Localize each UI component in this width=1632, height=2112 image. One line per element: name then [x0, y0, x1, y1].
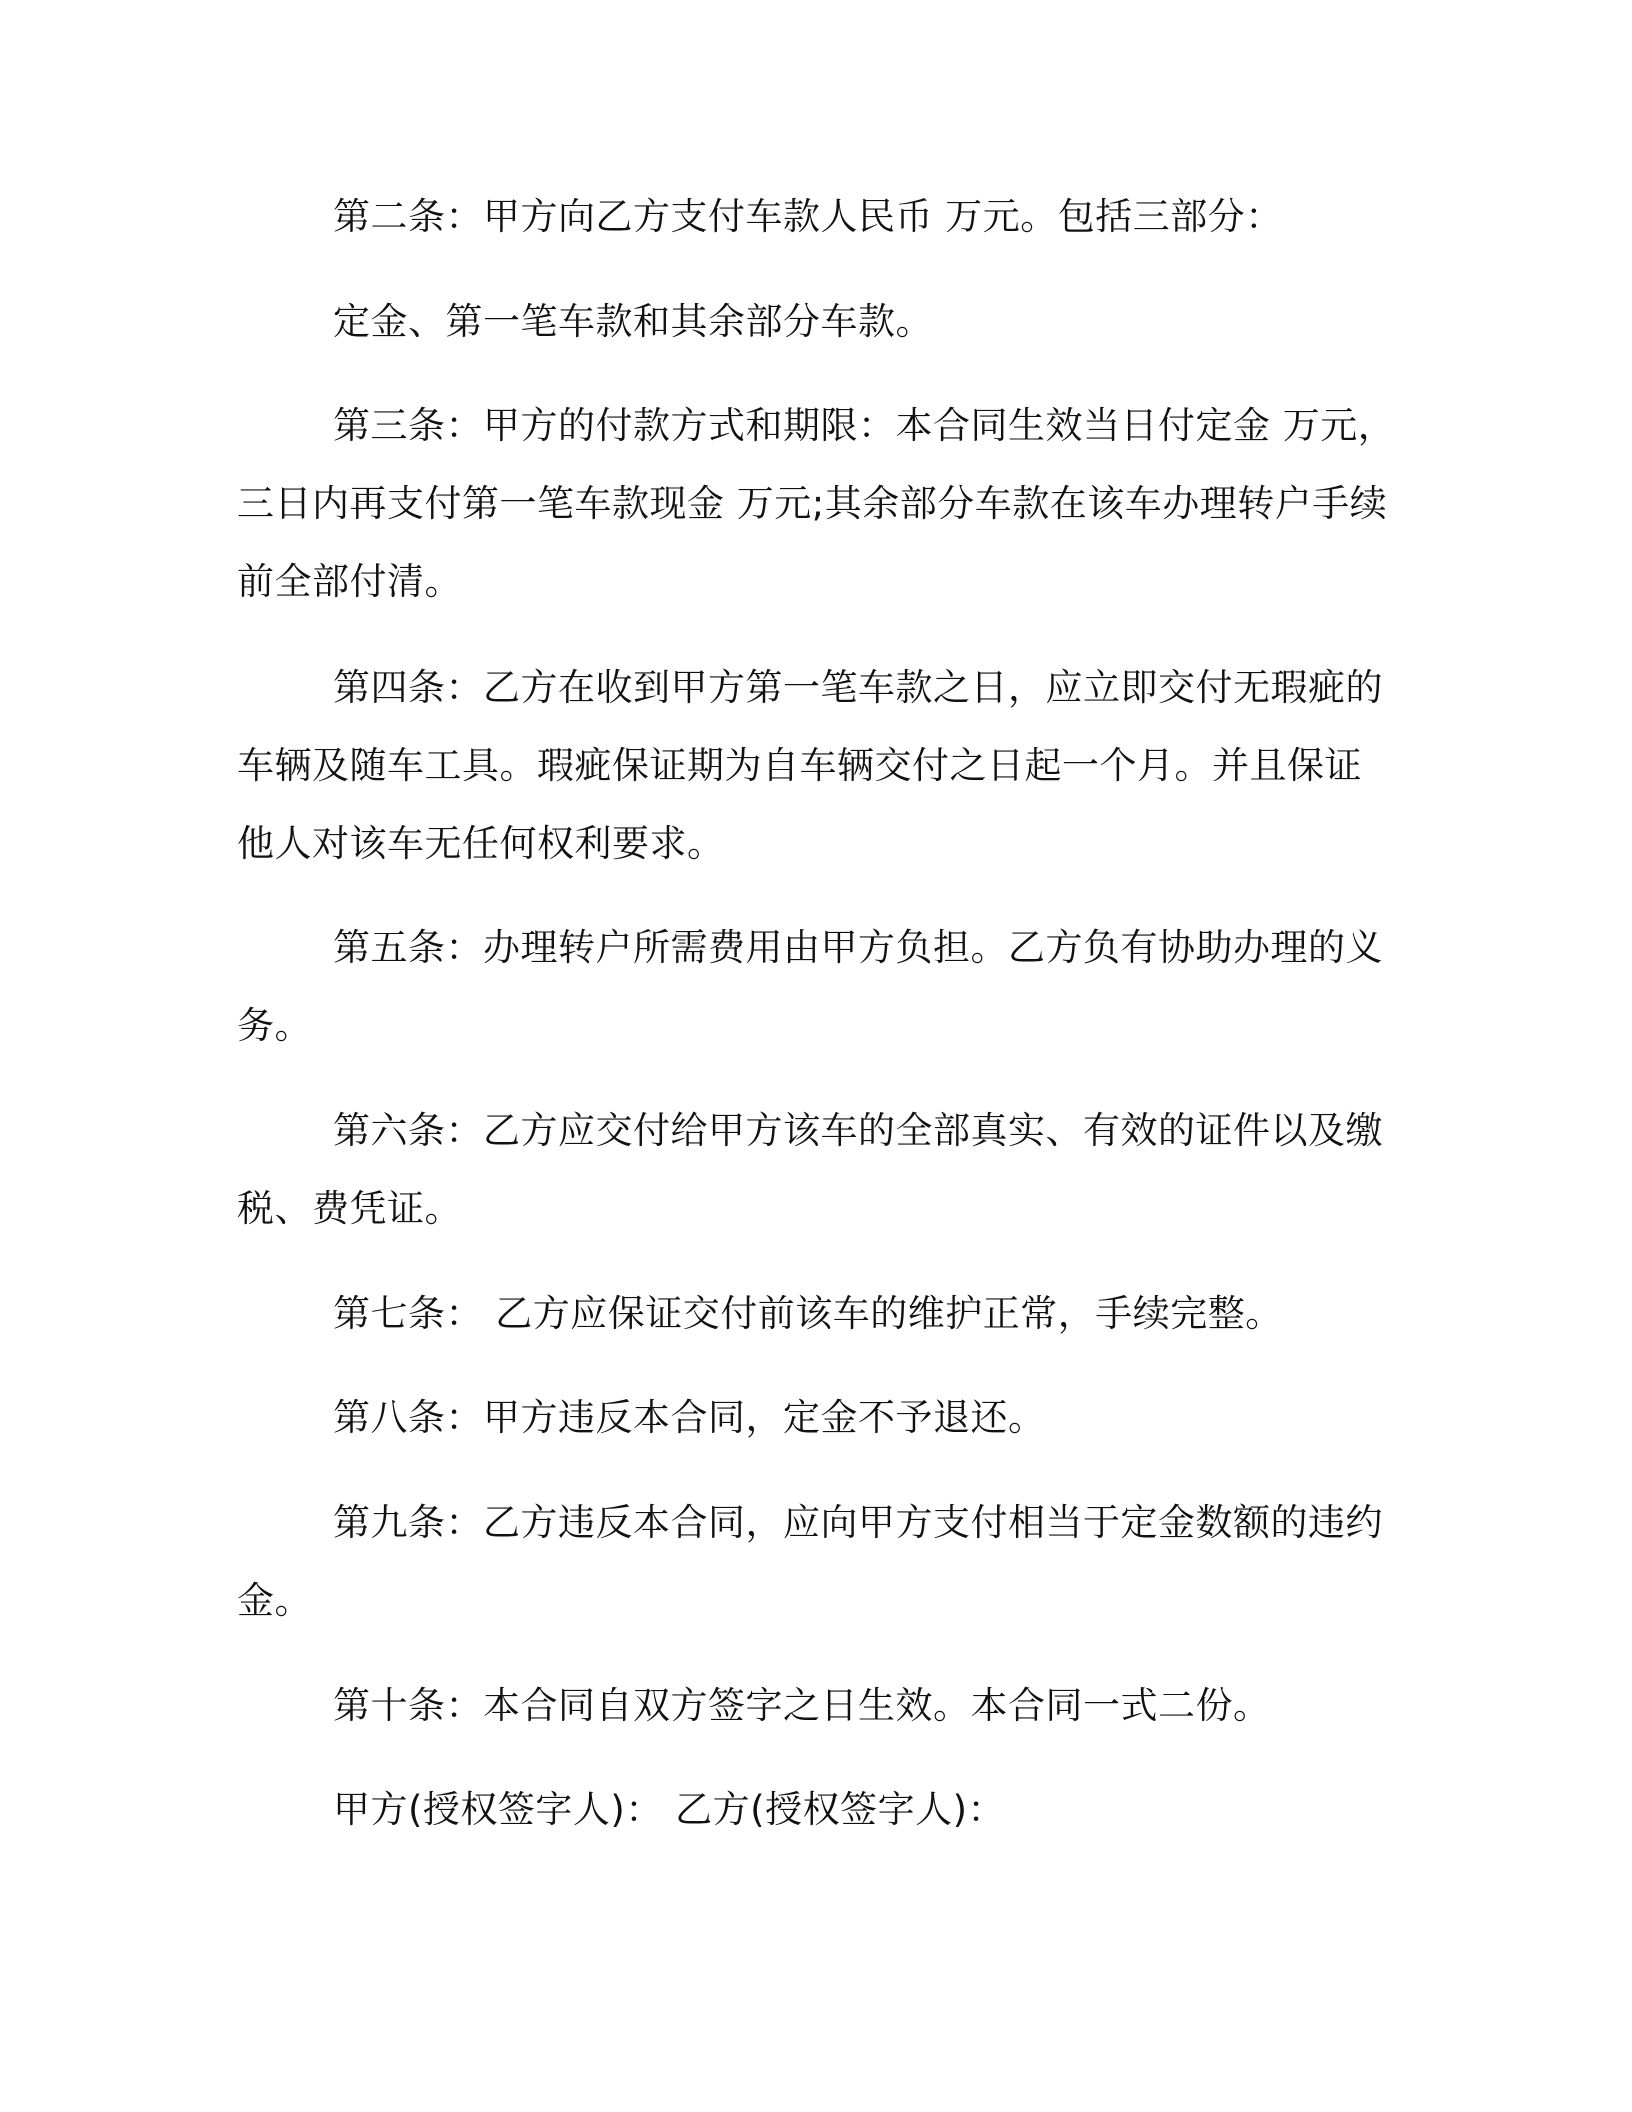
text-line: 前全部付清。	[237, 560, 462, 603]
article-5-paragraph	[237, 909, 1383, 1065]
article-2-paragraph	[237, 178, 1377, 256]
article-8-paragraph	[237, 1379, 1377, 1457]
article-4-paragraph	[237, 649, 1383, 883]
article-2-continuation	[237, 283, 1377, 361]
text-line: 他人对该车无任何权利要求。	[237, 822, 725, 865]
text-line: 务。	[237, 1004, 312, 1047]
text-line: 定金、第一笔车款和其余部分车款。	[333, 300, 933, 343]
text-line: 第二条：甲方向乙方支付车款人民币 万元。包括三部分：	[333, 195, 1283, 238]
text-line: 金。	[237, 1579, 312, 1622]
text-line: 甲方(授权签字人)： 乙方(授权签字人)：	[333, 1788, 1006, 1831]
article-3-paragraph	[237, 387, 1396, 621]
text-line: 第三条：甲方的付款方式和期限：本合同生效当日付定金 万元，	[333, 404, 1396, 447]
signature-line	[237, 1771, 1377, 1849]
article-7-paragraph	[237, 1275, 1377, 1353]
text-line: 车辆及随车工具。瑕疵保证期为自车辆交付之日起一个月。并且保证	[237, 744, 1362, 787]
text-line: 第五条：办理转户所需费用由甲方负担。乙方负有协助办理的义	[333, 926, 1383, 969]
text-line: 第七条： 乙方应保证交付前该车的维护正常，手续完整。	[333, 1292, 1283, 1335]
article-6-paragraph	[237, 1092, 1383, 1248]
text-line: 第四条：乙方在收到甲方第一笔车款之日，应立即交付无瑕疵的	[333, 666, 1383, 709]
text-line: 三日内再支付第一笔车款现金 万元;其余部分车款在该车办理转户手续	[237, 482, 1388, 525]
article-10-paragraph	[237, 1667, 1377, 1745]
text-line: 第九条：乙方违反本合同，应向甲方支付相当于定金数额的违约	[333, 1501, 1383, 1544]
article-9-paragraph	[237, 1484, 1383, 1640]
text-line: 第六条：乙方应交付给甲方该车的全部真实、有效的证件以及缴	[333, 1109, 1383, 1152]
text-line: 第八条：甲方违反本合同，定金不予退还。	[333, 1396, 1046, 1439]
text-line: 税、费凭证。	[237, 1187, 462, 1230]
text-line: 第十条：本合同自双方签字之日生效。本合同一式二份。	[333, 1684, 1271, 1727]
